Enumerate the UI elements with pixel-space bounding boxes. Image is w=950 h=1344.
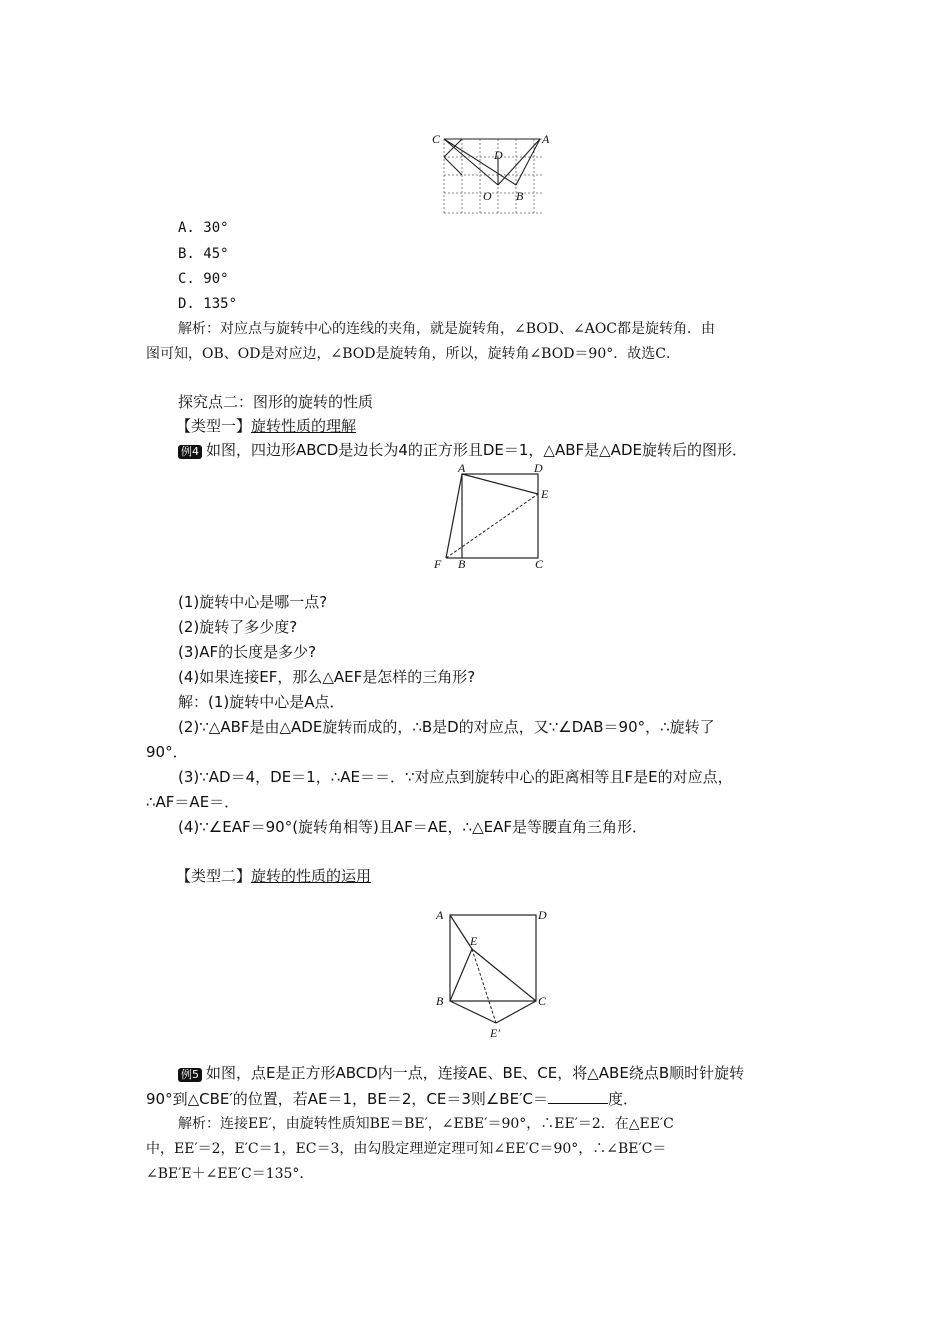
fig1-label-d: D xyxy=(494,148,503,162)
example5-stem-line2-unit: 度． xyxy=(607,1090,638,1108)
question-1: (1)旋转中心是哪一点? xyxy=(178,593,328,611)
example5-stem-text: 如图，点E是正方形ABCD内一点，连接AE、BE、CE，将△ABE绕点B顺时针旋转 xyxy=(206,1064,745,1082)
q3-analysis-line1: 解析：对应点与旋转中心的连线的夹角，就是旋转角，∠BOD、∠AOC都是旋转角．由 xyxy=(178,321,716,337)
fig3-label-c: C xyxy=(538,994,547,1008)
fig3-label-d: D xyxy=(538,908,547,922)
option-c: C. 90° xyxy=(178,271,229,287)
example5-analysis-line2: 中，EE′＝2，E′C＝1，EC＝3，由勾股定理逆定理可知∠EE′C＝90°，∴∠BE′C＝ xyxy=(146,1141,667,1157)
solution-line-5: ∴AF＝AE＝． xyxy=(146,793,240,811)
question-4: (4)如果连接EF，那么△AEF是怎样的三角形? xyxy=(178,668,476,686)
fig2-label-c: C xyxy=(535,557,544,571)
example4-stem xyxy=(178,440,747,460)
answer-blank[interactable] xyxy=(548,1089,608,1104)
rotation-grid-figure xyxy=(430,125,560,220)
fig2-label-d: D xyxy=(534,461,543,475)
solution-line-2: (2)∵△ABF是由△ADE旋转而成的，∴B是D的对应点，又∵∠DAB＝90°，∴旋转了 xyxy=(178,718,715,736)
fig3-label-b: B xyxy=(436,994,444,1008)
q3-analysis-line2: 图可知，OB、OD是对应边，∠BOD是旋转角，所以，旋转角∠BOD＝90°．故选C． xyxy=(146,346,680,362)
type2-title: 旋转的性质的运用 xyxy=(251,867,372,885)
fig2-label-a: A xyxy=(458,461,466,475)
option-a: A. 30° xyxy=(178,220,229,236)
fig1-label-a: A xyxy=(542,132,550,146)
example5-stem-line1 xyxy=(178,1063,744,1083)
solution-line-6: (4)∵∠EAF＝90°(旋转角相等)且AF＝AE，∴△EAF是等腰直角三角形． xyxy=(178,818,647,836)
section-title: 探究点二：图形的旋转的性质 xyxy=(178,393,374,411)
fig1-label-o: O xyxy=(483,189,492,203)
solution-line-4: (3)∵AD＝4，DE＝1，∴AE＝＝．∵对应点到旋转中心的距离相等且F是E的对应点， xyxy=(178,768,733,786)
fig3-label-e-prime: E′ xyxy=(490,1026,500,1040)
fig2-label-e: E xyxy=(541,487,549,501)
fig1-label-b: B xyxy=(516,189,524,203)
type1-title: 旋转性质的理解 xyxy=(251,417,357,435)
example5-badge: 例5 xyxy=(178,1068,202,1082)
example4-stem-text: 如图，四边形ABCD是边长为4的正方形且DE＝1，△ABF是△ADE旋转后的图形． xyxy=(206,441,747,459)
solution-line-1: 解：(1)旋转中心是A点． xyxy=(178,693,345,711)
type1-heading xyxy=(176,416,356,436)
type2-heading xyxy=(176,866,371,886)
example5-analysis-line3: ∠BE′E＋∠EE′C＝135°． xyxy=(146,1166,314,1182)
example5-analysis-line1: 解析：连接EE′，由旋转性质知BE＝BE′，∠EBE′＝90°，∴EE′＝2．在△EE′C xyxy=(178,1116,674,1132)
question-3: (3)AF的长度是多少? xyxy=(178,643,317,661)
fig2-label-b: B xyxy=(458,557,466,571)
example4-badge: 例4 xyxy=(178,445,202,459)
example5-stem-line2 xyxy=(146,1089,638,1109)
fig3-label-e: E xyxy=(470,934,478,948)
type1-bracket: 【类型一】 xyxy=(176,417,252,435)
solution-line-3: 90°． xyxy=(146,743,188,761)
question-2: (2)旋转了多少度? xyxy=(178,618,298,636)
option-b: B. 45° xyxy=(178,246,229,262)
fig3-label-a: A xyxy=(436,908,444,922)
example5-stem-line2-text: 90°到△CBE′的位置，若AE＝1，BE＝2，CE＝3则∠BE′C＝ xyxy=(146,1090,548,1108)
option-d: D. 135° xyxy=(178,296,238,312)
square-e-prime-figure xyxy=(430,905,560,1045)
square-rotation-figure xyxy=(430,460,560,570)
type2-bracket: 【类型二】 xyxy=(176,867,252,885)
fig1-label-c: C xyxy=(432,132,441,146)
fig2-label-f: F xyxy=(434,557,442,571)
